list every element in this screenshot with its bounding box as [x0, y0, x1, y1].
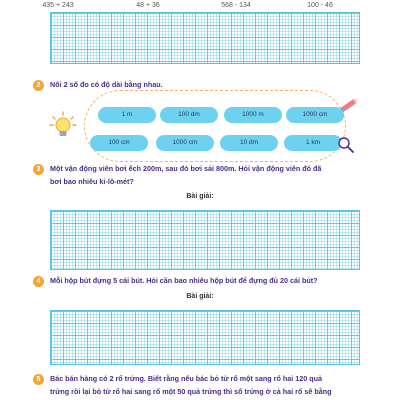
- expression-2: 48 + 36: [136, 2, 160, 9]
- magnifier-icon: [337, 136, 355, 154]
- question-number-badge: 4: [33, 276, 44, 287]
- question-5-text-line-1: Bác bán hàng có 2 rổ trứng. Biết rằng nếu bác bỏ từ rổ một sang rổ hai 120 quả: [50, 374, 322, 383]
- work-grid-1[interactable]: [50, 12, 360, 64]
- measure-pill-top-4[interactable]: 1000 cm: [286, 107, 344, 123]
- measure-pill-top-2[interactable]: 100 dm: [160, 107, 218, 123]
- pencil-icon: [338, 96, 362, 114]
- question-3-text-line-2: bơi bao nhiêu ki-lô-mét?: [50, 177, 134, 186]
- measure-pill-bottom-4[interactable]: 1 km: [284, 135, 342, 151]
- matching-frame: [84, 90, 346, 162]
- measure-pill-bottom-1[interactable]: 100 cm: [90, 135, 148, 151]
- question-2-text: Nối 2 số đo có độ dài bằng nhau.: [50, 80, 163, 89]
- work-grid-3[interactable]: [50, 310, 360, 365]
- work-grid-2[interactable]: [50, 210, 360, 270]
- expression-1: 435 + 243: [42, 2, 74, 9]
- question-number-badge: 3: [33, 164, 44, 175]
- measure-pill-top-1[interactable]: 1 m: [98, 107, 156, 123]
- question-number-badge: 5: [33, 374, 44, 385]
- measure-pill-bottom-2[interactable]: 1000 cm: [156, 135, 214, 151]
- expression-4: 100 - 46: [307, 2, 333, 9]
- measure-pill-bottom-3[interactable]: 10 dm: [220, 135, 278, 151]
- expression-3: 568 - 134: [221, 2, 251, 9]
- question-4-text: Mỗi hộp bút đựng 5 cái bút. Hỏi cần bao nhiêu hộp bút để đựng đủ 20 cái bút?: [50, 276, 318, 285]
- measure-pill-top-3[interactable]: 1000 m: [224, 107, 282, 123]
- solution-label: Bài giải:: [186, 293, 214, 300]
- question-3-text-line-1: Một vận động viên bơi ếch 200m, sau đó bơi sải 800m. Hỏi vận động viên đó đã: [50, 164, 322, 173]
- lightbulb-icon: [48, 110, 78, 140]
- question-5-text-line-2: trứng rồi lại bỏ từ rổ hai sang rổ một 50 quả trứng thì số trứng ở cả hai rổ sẽ bằng: [50, 387, 332, 396]
- question-number-badge: 2: [33, 80, 44, 91]
- solution-label: Bài giải:: [186, 193, 214, 200]
